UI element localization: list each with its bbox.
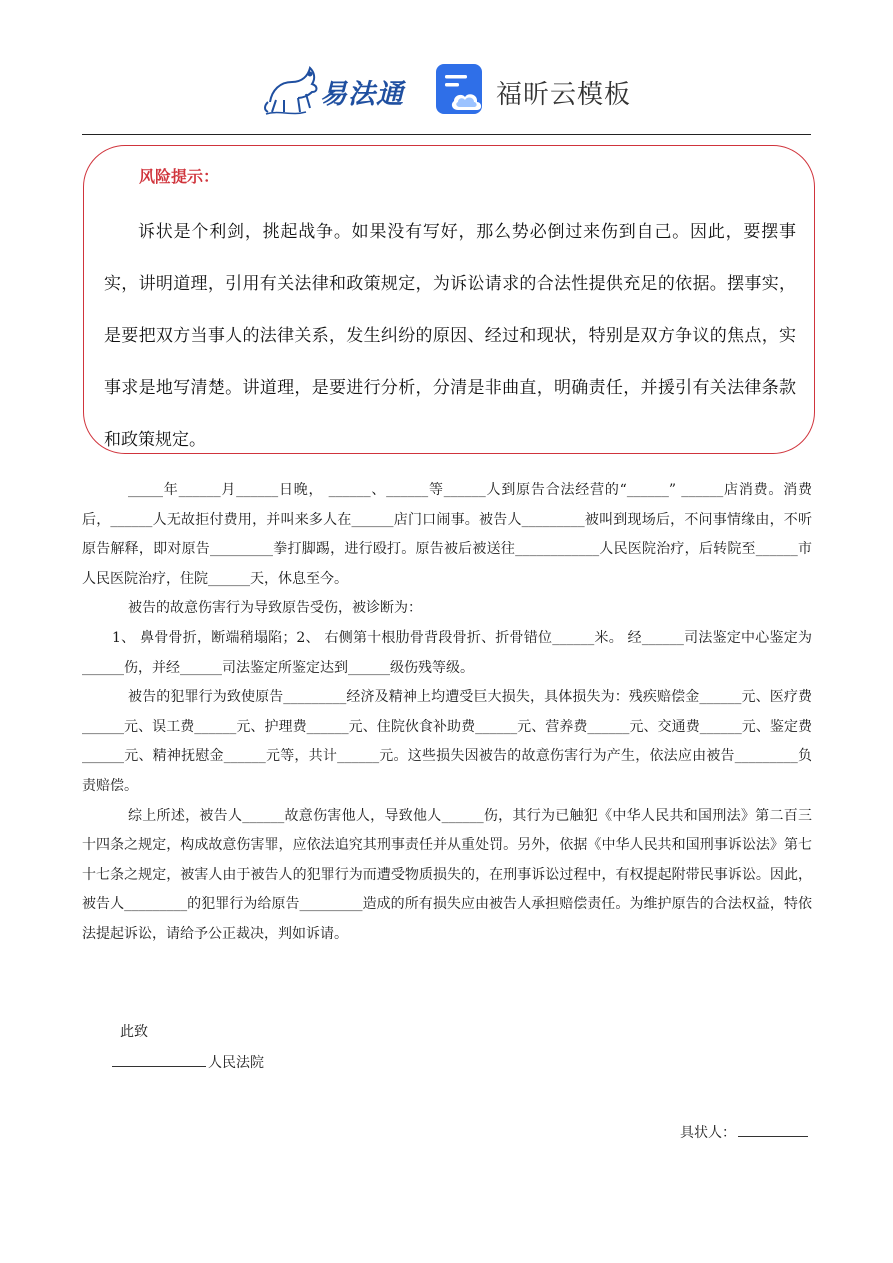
risk-title: 风险提示： bbox=[139, 167, 220, 186]
fuxin-logo bbox=[436, 64, 636, 118]
paragraph-conclusion: 综上所述，被告人______故意伤害他人，导致他人______伤，其行为已触犯《中华人民共和国刑法》第二百三十四条之规定，构成故意伤害罪，应依法追究其刑事责任并从重处罚。另外，依据《中华人民共和国刑事诉讼法》第七十七条之规定，被害人由于被告人的犯罪行为而遭受物质损失的，在刑事诉讼过程中，有权提起附带民事诉讼。因此，被告人_________的犯罪行为给原告_________造成的所有损失应由被告人承担赔偿责任。为维护原告的合法权益，特依法提起诉讼，请给予公正裁决，判如诉请。 bbox=[82, 807, 812, 942]
closing-salutation: 此致 bbox=[120, 1024, 148, 1040]
paragraph-facts: _____年______月______日晚， ______、______等______人到原告合法经营的“______” ______店消费。消费后，______人无故拒付费用，并叫来多人在______店门口闹事。被告人_________被叫到现场后，不问事情缘由，不听原告解释，即对原告_________拳打脚踢，进行殴打。原告被后被送往____________人民医院治疗，后转院至______市人民医院治疗，住院______天，休息至今。 bbox=[82, 482, 812, 587]
header bbox=[0, 58, 893, 122]
court-name-blank bbox=[112, 1052, 206, 1067]
header-divider bbox=[82, 134, 811, 135]
horse-icon bbox=[262, 62, 322, 118]
yifatong-logo bbox=[262, 62, 422, 118]
court-line bbox=[112, 1052, 264, 1072]
signature-line bbox=[680, 1122, 808, 1142]
risk-notice-box bbox=[83, 145, 815, 454]
logo2-text: 福昕云模板 bbox=[496, 80, 632, 110]
risk-body: 诉状是个利剑，挑起战争。如果没有写好，那么势必倒过来伤到自己。因此，要摆事实，讲明道理，引用有关法律和政策规定，为诉讼请求的合法性提供充足的依据。摆事实，是要把双方当事人的法律关系，发生纠纷的原因、经过和现状，特别是双方争议的焦点，实事求是地写清楚。讲道理，是要进行分析，分清是非曲直，明确责任，并援引有关法律条款和政策规定。 bbox=[104, 222, 796, 450]
logo1-text: 易法通 bbox=[320, 79, 404, 110]
cloud-doc-icon bbox=[436, 64, 486, 114]
paragraph-losses: 被告的犯罪行为致使原告_________经济及精神上均遭受巨大损失，具体损失为：残疾赔偿金______元、医疗费______元、误工费______元、护理费______元、住院伙食补助费______元、营养费______元、交通费______元、鉴定费______元、精神抚慰金______元等，共计______元。这些损失因被告的故意伤害行为产生，依法应由被告_________负责赔偿。 bbox=[82, 689, 812, 794]
paragraph-diagnosis-intro: 被告的故意伤害行为导致原告受伤，被诊断为： bbox=[128, 600, 422, 617]
court-suffix: 人民法院 bbox=[208, 1055, 264, 1071]
signature-blank bbox=[738, 1122, 808, 1137]
signature-label: 具状人： bbox=[680, 1125, 736, 1141]
paragraph-diagnosis: 1、 鼻骨骨折，断端稍塌陷；2、 右侧第十根肋骨背段骨折、折骨错位______米。 经______司法鉴定中心鉴定为______伤，并经______司法鉴定所鉴定达到______级伤残等级。 bbox=[82, 629, 812, 676]
complaint-body bbox=[82, 476, 812, 950]
